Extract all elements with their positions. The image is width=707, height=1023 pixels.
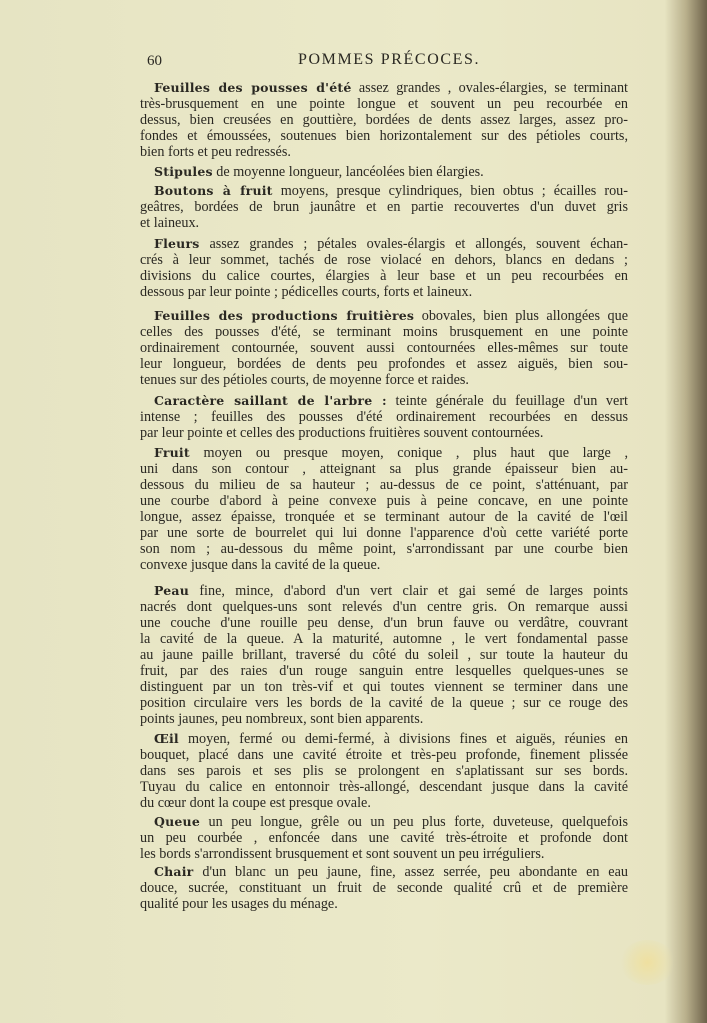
text-line: [140, 541, 628, 557]
text-line: [140, 493, 628, 509]
line-text: bien forts et peu redressés.: [140, 144, 291, 160]
text-line: [140, 268, 628, 284]
text-line: [140, 183, 628, 199]
paragraph: [140, 80, 628, 160]
line-text: moyens, presque cylindriques, bien obtus ; écailles rou-: [280, 183, 628, 199]
line-text: dessus, bien creusées en gouttière, bordées de dents assez larges, assez pro-: [140, 112, 628, 128]
line-text: et laineux.: [140, 215, 200, 231]
text-line: [140, 846, 628, 862]
text-line: [140, 284, 628, 300]
text-line: [140, 324, 628, 340]
text-line: [140, 393, 628, 409]
line-text: nacrés dont quelques-uns sont relevés d'un centre gris. On remarque aussi: [140, 599, 628, 615]
text-line: [140, 308, 628, 324]
line-text: très-brusquement en une pointe longue et souvent un peu recourbée en: [140, 96, 628, 112]
paragraph-label: Peau: [154, 583, 190, 598]
text-line: [140, 215, 628, 231]
text-line: [140, 96, 628, 112]
line-text: obovales, bien plus allongées que: [421, 308, 628, 324]
text-line: [140, 695, 628, 711]
line-text: au jaune paille brillant, traversé du côté du soleil , sur toute la hauteur du: [140, 647, 628, 663]
paragraph: [140, 183, 628, 231]
running-title: POMMES PRÉCOCES.: [298, 51, 481, 68]
line-text: qualité pour les usages du ménage.: [140, 896, 338, 912]
line-text: uni dans son contour , atteignant sa plus grande épaisseur bien au-: [140, 461, 628, 477]
text-line: [140, 164, 628, 180]
text-line: [140, 425, 628, 441]
line-text: un peu longue, grêle ou un peu plus forte, duveteuse, quelquefois: [208, 814, 629, 830]
text-line: [140, 864, 628, 880]
line-text: bouquet, placé dans une cavité étroite et très-peu profonde, finement plissée: [140, 747, 628, 763]
text-line: [140, 236, 628, 252]
line-text: Tuyau du calice en entonnoir très-allongé, descendant jusque dans la cavité: [140, 779, 628, 795]
line-text: une couche d'une rouille peu dense, d'un brun fauve ou verdâtre, couvrant: [140, 615, 628, 631]
line-text: position circulaire vers les bords de la cavité de la queue ; sur ce rouge des: [140, 695, 628, 711]
line-text: assez grandes ; pétales ovales-élargis et allongés, souvent échan-: [209, 236, 628, 252]
line-text: ordinairement contournée, souvent aussi contournées elles-mêmes sur toute: [140, 340, 628, 356]
text-line: [140, 199, 628, 215]
paragraph: [140, 864, 628, 912]
paragraph-label: Queue: [154, 814, 200, 829]
text-line: [140, 583, 628, 599]
text-line: [140, 509, 628, 525]
line-text: tenues sur des pétioles courts, de moyenne force et raides.: [140, 372, 469, 388]
paragraph: [140, 731, 628, 811]
text-line: [140, 372, 628, 388]
line-text: moyen ou presque moyen, conique , plus haut que large ,: [203, 445, 628, 461]
paragraph: [140, 445, 628, 573]
text-line: [140, 112, 628, 128]
line-text: assez grandes , ovales-élargies, se terminant: [358, 80, 628, 96]
line-text: distinguent par un ton très-vif et qui toutes viennent se terminer dans une: [140, 679, 628, 695]
text-line: [140, 252, 628, 268]
line-text: geâtres, bordées de brun jaunâtre et en partie recouvertes d'un duvet gris: [140, 199, 628, 215]
paragraph: [140, 164, 628, 180]
page-number: 60: [147, 53, 162, 69]
text-line: [140, 814, 628, 830]
text-line: [140, 525, 628, 541]
text-line: [140, 663, 628, 679]
line-text: convexe jusque dans la cavité de la queue.: [140, 557, 381, 573]
line-text: crés à leur sommet, tachés de rose violacé en dehors, blancs en dedans ;: [140, 252, 628, 268]
paragraph-label: Caractère saillant de l'arbre :: [154, 393, 387, 408]
paragraph-label: Feuilles des pousses d'été: [154, 80, 352, 95]
line-text: du cœur dont la coupe est presque ovale.: [140, 795, 371, 811]
line-text: d'un blanc un peu jaune, fine, assez serrée, peu abondante en eau: [202, 864, 628, 880]
paragraph-label: Stipules: [154, 164, 213, 179]
text-line: [140, 461, 628, 477]
line-text: par leur pointe et celles des productions fruitières souvent contournées.: [140, 425, 544, 441]
line-text: une courbe d'abord à peine convexe puis à peine concave, en une pointe: [140, 493, 628, 509]
line-text: un peu courbée , enfoncée dans une cavité très-étroite et profonde dont: [140, 830, 628, 846]
text-line: [140, 731, 628, 747]
text-line: [140, 880, 628, 896]
line-text: fondes et émoussées, soutenues bien horizontalement sur des pétioles courts,: [140, 128, 628, 144]
paragraph-label: Œil: [154, 731, 179, 746]
text-line: [140, 647, 628, 663]
text-line: [140, 599, 628, 615]
line-text: celles des pousses d'été, se terminant moins brusquement en une pointe: [140, 324, 628, 340]
line-text: fine, mince, d'abord d'un vert clair et gai semé de larges points: [199, 583, 628, 599]
text-line: [140, 409, 628, 425]
line-text: dans ses parois et ses plis se prolongent en s'aplatissant sur ses bords.: [140, 763, 628, 779]
paragraph: [140, 393, 628, 441]
text-line: [140, 763, 628, 779]
text-line: [140, 896, 628, 912]
paragraph-label: Fruit: [154, 445, 190, 460]
paragraph: [140, 236, 628, 300]
line-text: douce, sucrée, constituant un fruit de seconde qualité crû et de première: [140, 880, 628, 896]
line-text: son nom ; au-dessous du même point, s'arrondissant par une courbe bien: [140, 541, 628, 557]
paragraph: [140, 814, 628, 862]
text-line: [140, 356, 628, 372]
paragraph-label: Chair: [154, 864, 194, 879]
line-text: leur longueur, bordées de dents peu profondes et assez aiguës, bien sou-: [140, 356, 628, 372]
text-line: [140, 445, 628, 461]
text-line: [140, 711, 628, 727]
paper-stain: [620, 940, 675, 985]
text-line: [140, 679, 628, 695]
text-line: [140, 557, 628, 573]
line-text: moyen, fermé ou demi-fermé, à divisions fines et aiguës, réunies en: [188, 731, 629, 747]
text-line: [140, 747, 628, 763]
text-line: [140, 477, 628, 493]
line-text: points jaunes, peu nombreux, sont bien apparents.: [140, 711, 424, 727]
text-line: [140, 340, 628, 356]
line-text: intense ; feuilles des pousses d'été ordinairement recourbées en dessus: [140, 409, 628, 425]
line-text: dessous du milieu de sa hauteur ; au-dessus de ce point, s'atténuant, par: [140, 477, 628, 493]
line-text: fruit, par des raies d'un rouge sanguin entre lesquelles quelques-unes se: [140, 663, 628, 679]
text-line: [140, 830, 628, 846]
paragraph-label: Fleurs: [154, 236, 200, 251]
line-text: par une sorte de bourrelet qui lui donne l'apparence d'où cette variété porte: [140, 525, 628, 541]
text-line: [140, 795, 628, 811]
line-text: la cavité de la queue. A la maturité, automne , le vert fondamental passe: [140, 631, 628, 647]
text-line: [140, 128, 628, 144]
text-line: [140, 80, 628, 96]
text-line: [140, 615, 628, 631]
text-line: [140, 631, 628, 647]
paragraph: [140, 583, 628, 727]
line-text: les bords s'arrondissent brusquement et sont souvent un peu irréguliers.: [140, 846, 545, 862]
line-text: de moyenne longueur, lancéolées bien élargies.: [216, 164, 484, 180]
line-text: longue, assez épaisse, tronquée et se terminant autour de la cavité de l'œil: [140, 509, 628, 525]
paragraph-label: Boutons à fruit: [154, 183, 273, 198]
text-line: [140, 779, 628, 795]
text-line: [140, 144, 628, 160]
line-text: teinte générale du feuillage d'un vert: [395, 393, 628, 409]
paragraph: [140, 308, 628, 388]
line-text: dessous par leur pointe ; pédicelles courts, forts et laineux.: [140, 284, 473, 300]
paragraph-label: Feuilles des productions fruitières: [154, 308, 415, 323]
line-text: divisions du calice courtes, élargies à leur base et un peu recourbées en: [140, 268, 628, 284]
